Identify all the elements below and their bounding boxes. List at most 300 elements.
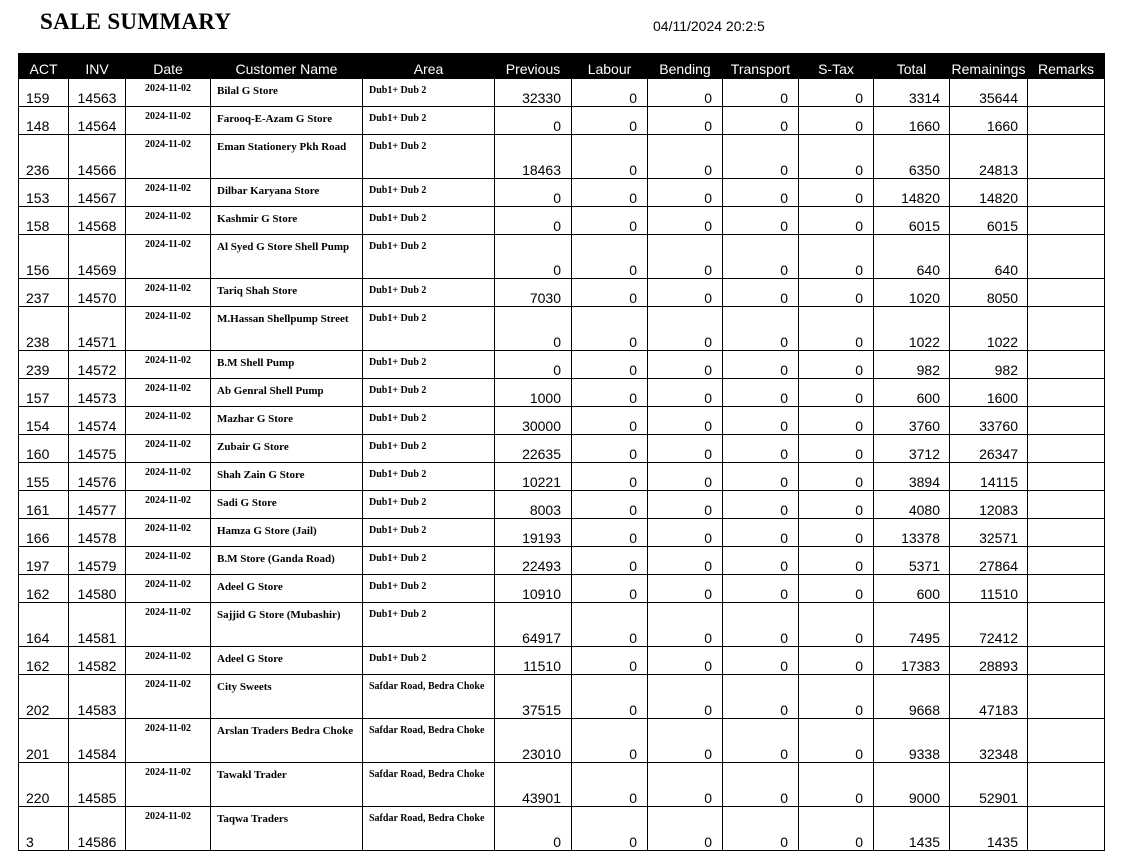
cell-act: 201: [19, 719, 69, 763]
cell-labour: 0: [572, 307, 648, 351]
cell-bending: 0: [648, 351, 723, 379]
cell-name: Hamza G Store (Jail): [211, 519, 363, 547]
report-title: SALE SUMMARY: [40, 9, 232, 34]
cell-inv: 14576: [69, 463, 126, 491]
cell-remainings: 24813: [950, 135, 1028, 179]
cell-name: Shah Zain G Store: [211, 463, 363, 491]
cell-labour: 0: [572, 491, 648, 519]
cell-name: Sajjid G Store (Mubashir): [211, 603, 363, 647]
cell-bending: 0: [648, 519, 723, 547]
cell-area: Dub1+ Dub 2: [363, 107, 495, 135]
cell-remarks: [1028, 547, 1105, 575]
cell-total: 6015: [874, 207, 950, 235]
cell-inv: 14574: [69, 407, 126, 435]
cell-remarks: [1028, 719, 1105, 763]
table-row: [19, 675, 1105, 719]
cell-remarks: [1028, 675, 1105, 719]
cell-remarks: [1028, 307, 1105, 351]
cell-previous: 32330: [495, 79, 572, 107]
cell-remainings: 33760: [950, 407, 1028, 435]
cell-total: 3760: [874, 407, 950, 435]
cell-stax: 0: [799, 763, 874, 807]
cell-date: 2024-11-02: [126, 575, 211, 603]
cell-bending: 0: [648, 379, 723, 407]
cell-inv: 14580: [69, 575, 126, 603]
cell-act: 159: [19, 79, 69, 107]
cell-bending: 0: [648, 307, 723, 351]
cell-act: 160: [19, 435, 69, 463]
cell-inv: 14579: [69, 547, 126, 575]
cell-remarks: [1028, 235, 1105, 279]
cell-remarks: [1028, 435, 1105, 463]
cell-inv: 14585: [69, 763, 126, 807]
cell-total: 13378: [874, 519, 950, 547]
cell-area: Dub1+ Dub 2: [363, 647, 495, 675]
cell-act: 166: [19, 519, 69, 547]
table-row: [19, 575, 1105, 603]
table-row: [19, 107, 1105, 135]
cell-remarks: [1028, 279, 1105, 307]
cell-date: 2024-11-02: [126, 463, 211, 491]
cell-stax: 0: [799, 463, 874, 491]
cell-name: Mazhar G Store: [211, 407, 363, 435]
table-row: [19, 179, 1105, 207]
cell-total: 1660: [874, 107, 950, 135]
cell-date: 2024-11-02: [126, 763, 211, 807]
cell-labour: 0: [572, 107, 648, 135]
cell-previous: 22635: [495, 435, 572, 463]
cell-previous: 43901: [495, 763, 572, 807]
cell-transport: 0: [723, 603, 799, 647]
cell-labour: 0: [572, 179, 648, 207]
cell-labour: 0: [572, 279, 648, 307]
cell-total: 600: [874, 575, 950, 603]
cell-area: Dub1+ Dub 2: [363, 235, 495, 279]
cell-remainings: 28893: [950, 647, 1028, 675]
cell-bending: 0: [648, 407, 723, 435]
cell-previous: 11510: [495, 647, 572, 675]
cell-bending: 0: [648, 279, 723, 307]
cell-inv: 14586: [69, 807, 126, 851]
cell-transport: 0: [723, 519, 799, 547]
cell-labour: 0: [572, 719, 648, 763]
cell-bending: 0: [648, 207, 723, 235]
cell-remainings: 12083: [950, 491, 1028, 519]
cell-bending: 0: [648, 763, 723, 807]
cell-inv: 14572: [69, 351, 126, 379]
cell-act: 202: [19, 675, 69, 719]
cell-date: 2024-11-02: [126, 491, 211, 519]
cell-remarks: [1028, 79, 1105, 107]
cell-act: 156: [19, 235, 69, 279]
cell-transport: 0: [723, 807, 799, 851]
table-row: [19, 463, 1105, 491]
cell-area: Dub1+ Dub 2: [363, 463, 495, 491]
cell-name: Bilal G Store: [211, 79, 363, 107]
table-row: [19, 307, 1105, 351]
cell-date: 2024-11-02: [126, 719, 211, 763]
cell-stax: 0: [799, 351, 874, 379]
cell-previous: 10910: [495, 575, 572, 603]
cell-remainings: 32571: [950, 519, 1028, 547]
cell-area: Dub1+ Dub 2: [363, 603, 495, 647]
cell-total: 6350: [874, 135, 950, 179]
cell-previous: 0: [495, 351, 572, 379]
cell-area: Dub1+ Dub 2: [363, 547, 495, 575]
cell-total: 982: [874, 351, 950, 379]
cell-remarks: [1028, 603, 1105, 647]
cell-previous: 8003: [495, 491, 572, 519]
cell-name: Tariq Shah Store: [211, 279, 363, 307]
cell-inv: 14578: [69, 519, 126, 547]
cell-date: 2024-11-02: [126, 407, 211, 435]
cell-remainings: 14820: [950, 179, 1028, 207]
cell-name: B.M Shell Pump: [211, 351, 363, 379]
cell-inv: 14575: [69, 435, 126, 463]
cell-inv: 14577: [69, 491, 126, 519]
sale-summary-table: [18, 53, 1105, 851]
cell-act: 155: [19, 463, 69, 491]
cell-act: 164: [19, 603, 69, 647]
cell-inv: 14566: [69, 135, 126, 179]
cell-date: 2024-11-02: [126, 547, 211, 575]
cell-name: Arslan Traders Bedra Choke: [211, 719, 363, 763]
cell-remainings: 14115: [950, 463, 1028, 491]
cell-stax: 0: [799, 279, 874, 307]
table-row: [19, 547, 1105, 575]
cell-act: 153: [19, 179, 69, 207]
cell-bending: 0: [648, 435, 723, 463]
cell-remainings: 35644: [950, 79, 1028, 107]
cell-stax: 0: [799, 647, 874, 675]
cell-area: Dub1+ Dub 2: [363, 307, 495, 351]
cell-date: 2024-11-02: [126, 179, 211, 207]
cell-act: 239: [19, 351, 69, 379]
cell-stax: 0: [799, 207, 874, 235]
cell-date: 2024-11-02: [126, 807, 211, 851]
cell-act: 158: [19, 207, 69, 235]
cell-remarks: [1028, 407, 1105, 435]
cell-labour: 0: [572, 463, 648, 491]
cell-labour: 0: [572, 407, 648, 435]
cell-bending: 0: [648, 575, 723, 603]
cell-total: 3894: [874, 463, 950, 491]
cell-name: City Sweets: [211, 675, 363, 719]
cell-name: Adeel G Store: [211, 647, 363, 675]
cell-area: Dub1+ Dub 2: [363, 519, 495, 547]
cell-area: Safdar Road, Bedra Choke: [363, 807, 495, 851]
cell-remarks: [1028, 807, 1105, 851]
cell-stax: 0: [799, 179, 874, 207]
cell-act: 236: [19, 135, 69, 179]
cell-bending: 0: [648, 179, 723, 207]
table-row: [19, 379, 1105, 407]
table-row: [19, 407, 1105, 435]
cell-transport: 0: [723, 407, 799, 435]
cell-previous: 0: [495, 179, 572, 207]
cell-stax: 0: [799, 719, 874, 763]
cell-name: Ab Genral Shell Pump: [211, 379, 363, 407]
cell-inv: 14582: [69, 647, 126, 675]
cell-transport: 0: [723, 307, 799, 351]
cell-transport: 0: [723, 463, 799, 491]
cell-inv: 14584: [69, 719, 126, 763]
cell-labour: 0: [572, 379, 648, 407]
cell-labour: 0: [572, 807, 648, 851]
cell-name: Eman Stationery Pkh Road: [211, 135, 363, 179]
cell-bending: 0: [648, 135, 723, 179]
cell-name: Farooq-E-Azam G Store: [211, 107, 363, 135]
cell-remainings: 72412: [950, 603, 1028, 647]
cell-remarks: [1028, 575, 1105, 603]
cell-remainings: 640: [950, 235, 1028, 279]
cell-transport: 0: [723, 107, 799, 135]
cell-remarks: [1028, 207, 1105, 235]
cell-remarks: [1028, 379, 1105, 407]
column-header-remarks: Remarks: [1028, 53, 1105, 79]
cell-total: 9000: [874, 763, 950, 807]
cell-transport: 0: [723, 491, 799, 519]
cell-stax: 0: [799, 603, 874, 647]
cell-labour: 0: [572, 763, 648, 807]
cell-area: Dub1+ Dub 2: [363, 135, 495, 179]
cell-act: 148: [19, 107, 69, 135]
cell-labour: 0: [572, 675, 648, 719]
column-header-remainings: Remainings: [950, 53, 1028, 79]
cell-previous: 0: [495, 807, 572, 851]
cell-total: 3314: [874, 79, 950, 107]
cell-previous: 19193: [495, 519, 572, 547]
cell-bending: 0: [648, 79, 723, 107]
cell-inv: 14573: [69, 379, 126, 407]
cell-total: 1435: [874, 807, 950, 851]
cell-act: 162: [19, 647, 69, 675]
cell-remarks: [1028, 519, 1105, 547]
table-row: [19, 647, 1105, 675]
cell-date: 2024-11-02: [126, 207, 211, 235]
cell-transport: 0: [723, 279, 799, 307]
cell-labour: 0: [572, 647, 648, 675]
table-header-row: [19, 53, 1105, 79]
cell-date: 2024-11-02: [126, 279, 211, 307]
cell-area: Dub1+ Dub 2: [363, 435, 495, 463]
cell-transport: 0: [723, 379, 799, 407]
cell-area: Dub1+ Dub 2: [363, 351, 495, 379]
cell-inv: 14570: [69, 279, 126, 307]
cell-bending: 0: [648, 675, 723, 719]
cell-transport: 0: [723, 179, 799, 207]
cell-transport: 0: [723, 435, 799, 463]
column-header-labour: Labour: [572, 53, 648, 79]
cell-stax: 0: [799, 407, 874, 435]
cell-inv: 14564: [69, 107, 126, 135]
column-header-customer-name: Customer Name: [211, 53, 363, 79]
cell-act: 157: [19, 379, 69, 407]
table-row: [19, 719, 1105, 763]
cell-bending: 0: [648, 547, 723, 575]
cell-date: 2024-11-02: [126, 307, 211, 351]
cell-total: 17383: [874, 647, 950, 675]
cell-remarks: [1028, 351, 1105, 379]
cell-date: 2024-11-02: [126, 107, 211, 135]
cell-act: 220: [19, 763, 69, 807]
cell-labour: 0: [572, 207, 648, 235]
cell-name: Zubair G Store: [211, 435, 363, 463]
cell-remainings: 26347: [950, 435, 1028, 463]
cell-total: 7495: [874, 603, 950, 647]
cell-remarks: [1028, 135, 1105, 179]
cell-stax: 0: [799, 491, 874, 519]
cell-date: 2024-11-02: [126, 79, 211, 107]
cell-labour: 0: [572, 235, 648, 279]
cell-area: Dub1+ Dub 2: [363, 179, 495, 207]
cell-inv: 14568: [69, 207, 126, 235]
cell-remainings: 11510: [950, 575, 1028, 603]
cell-stax: 0: [799, 307, 874, 351]
cell-previous: 0: [495, 207, 572, 235]
cell-name: B.M Store (Ganda Road): [211, 547, 363, 575]
cell-act: 162: [19, 575, 69, 603]
cell-transport: 0: [723, 719, 799, 763]
cell-date: 2024-11-02: [126, 235, 211, 279]
cell-area: Safdar Road, Bedra Choke: [363, 675, 495, 719]
cell-previous: 37515: [495, 675, 572, 719]
cell-name: M.Hassan Shellpump Street: [211, 307, 363, 351]
cell-previous: 0: [495, 107, 572, 135]
cell-act: 154: [19, 407, 69, 435]
cell-name: Dilbar Karyana Store: [211, 179, 363, 207]
cell-total: 14820: [874, 179, 950, 207]
cell-area: Safdar Road, Bedra Choke: [363, 763, 495, 807]
cell-remainings: 52901: [950, 763, 1028, 807]
cell-labour: 0: [572, 519, 648, 547]
cell-labour: 0: [572, 603, 648, 647]
cell-transport: 0: [723, 763, 799, 807]
cell-bending: 0: [648, 463, 723, 491]
cell-stax: 0: [799, 807, 874, 851]
cell-act: 161: [19, 491, 69, 519]
cell-remainings: 8050: [950, 279, 1028, 307]
cell-remainings: 6015: [950, 207, 1028, 235]
table-row: [19, 491, 1105, 519]
cell-remarks: [1028, 463, 1105, 491]
cell-stax: 0: [799, 235, 874, 279]
table-row: [19, 519, 1105, 547]
cell-previous: 22493: [495, 547, 572, 575]
column-header-bending: Bending: [648, 53, 723, 79]
cell-area: Dub1+ Dub 2: [363, 575, 495, 603]
cell-act: 238: [19, 307, 69, 351]
cell-inv: 14567: [69, 179, 126, 207]
cell-transport: 0: [723, 575, 799, 603]
table-row: [19, 351, 1105, 379]
cell-stax: 0: [799, 519, 874, 547]
cell-date: 2024-11-02: [126, 351, 211, 379]
column-header-previous: Previous: [495, 53, 572, 79]
column-header-s-tax: S-Tax: [799, 53, 874, 79]
cell-remarks: [1028, 107, 1105, 135]
table-row: [19, 807, 1105, 851]
column-header-act: ACT: [19, 53, 69, 79]
cell-remarks: [1028, 179, 1105, 207]
cell-remarks: [1028, 647, 1105, 675]
cell-bending: 0: [648, 491, 723, 519]
cell-previous: 0: [495, 235, 572, 279]
cell-remainings: 1660: [950, 107, 1028, 135]
cell-transport: 0: [723, 79, 799, 107]
cell-bending: 0: [648, 235, 723, 279]
table-row: [19, 279, 1105, 307]
cell-remainings: 1022: [950, 307, 1028, 351]
cell-total: 1020: [874, 279, 950, 307]
cell-bending: 0: [648, 807, 723, 851]
cell-act: 237: [19, 279, 69, 307]
cell-inv: 14571: [69, 307, 126, 351]
cell-remainings: 1435: [950, 807, 1028, 851]
table-row: [19, 603, 1105, 647]
cell-stax: 0: [799, 135, 874, 179]
cell-transport: 0: [723, 207, 799, 235]
cell-area: Dub1+ Dub 2: [363, 491, 495, 519]
cell-remainings: 27864: [950, 547, 1028, 575]
cell-inv: 14583: [69, 675, 126, 719]
cell-previous: 23010: [495, 719, 572, 763]
cell-name: Kashmir G Store: [211, 207, 363, 235]
cell-date: 2024-11-02: [126, 135, 211, 179]
cell-stax: 0: [799, 547, 874, 575]
cell-total: 4080: [874, 491, 950, 519]
cell-previous: 30000: [495, 407, 572, 435]
cell-total: 640: [874, 235, 950, 279]
cell-transport: 0: [723, 235, 799, 279]
cell-act: 3: [19, 807, 69, 851]
cell-remarks: [1028, 763, 1105, 807]
cell-total: 5371: [874, 547, 950, 575]
cell-remarks: [1028, 491, 1105, 519]
cell-stax: 0: [799, 107, 874, 135]
cell-previous: 1000: [495, 379, 572, 407]
cell-name: Al Syed G Store Shell Pump: [211, 235, 363, 279]
cell-date: 2024-11-02: [126, 603, 211, 647]
cell-act: 197: [19, 547, 69, 575]
column-header-total: Total: [874, 53, 950, 79]
table-row: [19, 135, 1105, 179]
cell-previous: 7030: [495, 279, 572, 307]
cell-bending: 0: [648, 719, 723, 763]
cell-labour: 0: [572, 135, 648, 179]
cell-transport: 0: [723, 351, 799, 379]
cell-name: Tawakl Trader: [211, 763, 363, 807]
cell-total: 9668: [874, 675, 950, 719]
table-row: [19, 235, 1105, 279]
cell-previous: 0: [495, 307, 572, 351]
cell-area: Dub1+ Dub 2: [363, 279, 495, 307]
cell-stax: 0: [799, 79, 874, 107]
cell-name: Adeel G Store: [211, 575, 363, 603]
cell-previous: 10221: [495, 463, 572, 491]
cell-area: Dub1+ Dub 2: [363, 379, 495, 407]
cell-date: 2024-11-02: [126, 647, 211, 675]
cell-previous: 64917: [495, 603, 572, 647]
table-row: [19, 763, 1105, 807]
report-timestamp: 04/11/2024 20:2:5: [653, 18, 765, 34]
cell-labour: 0: [572, 79, 648, 107]
cell-name: Sadi G Store: [211, 491, 363, 519]
cell-labour: 0: [572, 547, 648, 575]
cell-date: 2024-11-02: [126, 435, 211, 463]
cell-total: 600: [874, 379, 950, 407]
table-row: [19, 207, 1105, 235]
